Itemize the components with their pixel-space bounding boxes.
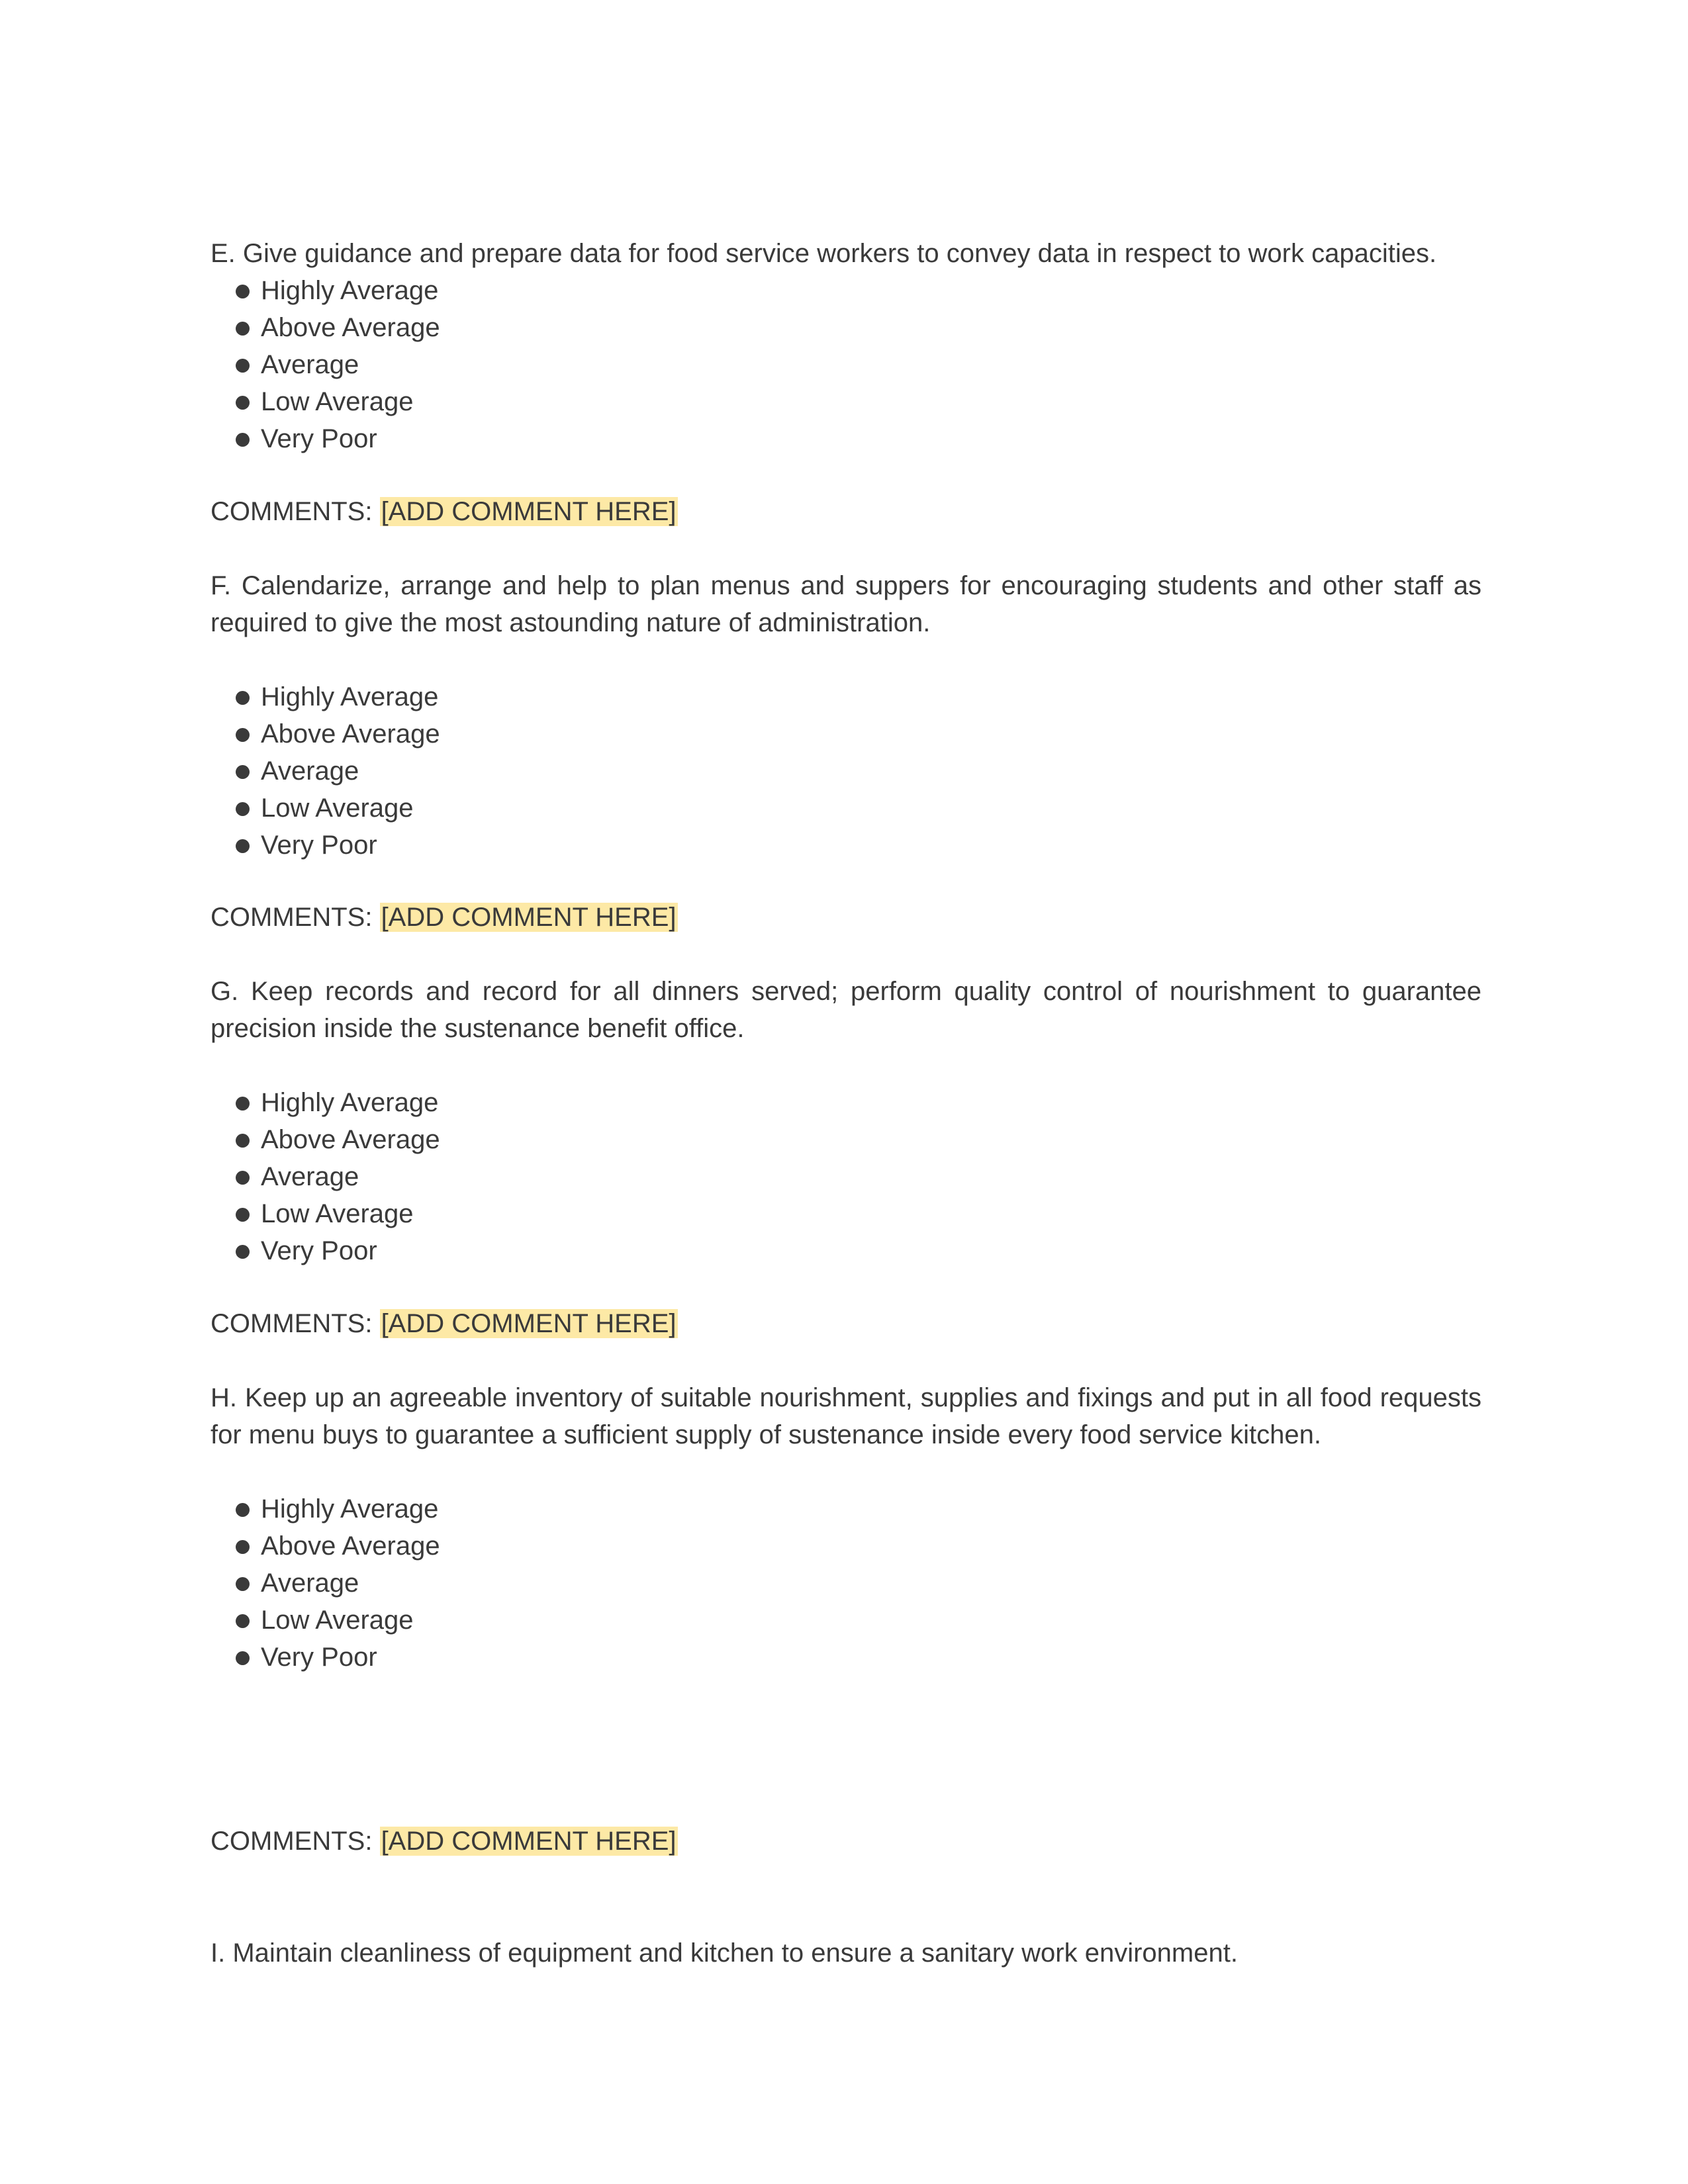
bullet-icon	[236, 1245, 250, 1259]
comment-placeholder[interactable]: [ADD COMMENT HERE]	[381, 1309, 677, 1338]
question-f	[211, 567, 1481, 641]
comment-line-e	[211, 493, 678, 530]
question-text: G. Keep records and record for all dinners served; perform quality control of nourishment to guarantee precision inside the sustenance benefit office.	[211, 977, 1481, 1043]
rating-option: Low Average	[236, 790, 440, 827]
rating-option: Above Average	[236, 309, 440, 346]
rating-option: Very Poor	[236, 827, 440, 864]
rating-option: Average	[236, 1158, 440, 1195]
question-g	[211, 973, 1481, 1047]
bullet-icon	[236, 433, 250, 447]
rating-option: Highly Average	[236, 1490, 440, 1527]
rating-option: Average	[236, 346, 440, 383]
rating-options-e	[236, 272, 440, 457]
comment-placeholder[interactable]: [ADD COMMENT HERE]	[381, 1827, 677, 1856]
comment-line-h	[211, 1823, 678, 1860]
question-i	[211, 1934, 1481, 1972]
rating-option: Low Average	[236, 1195, 440, 1232]
bullet-icon	[236, 285, 250, 298]
rating-option: Average	[236, 1565, 440, 1602]
bullet-icon	[236, 1097, 250, 1111]
bullet-icon	[236, 765, 250, 779]
rating-option: Above Average	[236, 715, 440, 752]
question-e	[211, 235, 1481, 272]
bullet-icon	[236, 1134, 250, 1148]
comment-line-f	[211, 899, 678, 936]
bullet-icon	[236, 691, 250, 705]
rating-option: Low Average	[236, 1602, 440, 1639]
rating-option: Low Average	[236, 383, 440, 420]
rating-option: Very Poor	[236, 1639, 440, 1676]
rating-option: Above Average	[236, 1527, 440, 1565]
comment-label: COMMENTS:	[211, 903, 373, 932]
bullet-icon	[236, 728, 250, 742]
rating-option: Highly Average	[236, 1084, 440, 1121]
rating-options-g	[236, 1084, 440, 1269]
rating-options-h	[236, 1490, 440, 1676]
comment-line-g	[211, 1305, 678, 1342]
bullet-icon	[236, 359, 250, 373]
rating-option: Highly Average	[236, 678, 440, 715]
question-h	[211, 1379, 1481, 1453]
bullet-icon	[236, 839, 250, 853]
rating-option: Average	[236, 752, 440, 790]
comment-label: COMMENTS:	[211, 1309, 373, 1338]
question-text: H. Keep up an agreeable inventory of suitable nourishment, supplies and fixings and put in all food requests for menu buys to guarantee a sufficient supply of sustenance inside every food service kitchen.	[211, 1383, 1481, 1449]
bullet-icon	[236, 1540, 250, 1554]
rating-option: Above Average	[236, 1121, 440, 1158]
rating-option: Very Poor	[236, 1232, 440, 1269]
rating-options-f	[236, 678, 440, 864]
bullet-icon	[236, 1614, 250, 1628]
bullet-icon	[236, 322, 250, 336]
rating-option: Very Poor	[236, 420, 440, 457]
bullet-icon	[236, 1171, 250, 1185]
comment-placeholder[interactable]: [ADD COMMENT HERE]	[381, 497, 677, 526]
comment-label: COMMENTS:	[211, 1827, 373, 1856]
comment-label: COMMENTS:	[211, 497, 373, 526]
bullet-icon	[236, 1651, 250, 1665]
comment-placeholder[interactable]: [ADD COMMENT HERE]	[381, 903, 677, 932]
bullet-icon	[236, 1577, 250, 1591]
question-text: E. Give guidance and prepare data for food service workers to convey data in respect to work capacities.	[211, 239, 1437, 268]
bullet-icon	[236, 1208, 250, 1222]
question-text: I. Maintain cleanliness of equipment and kitchen to ensure a sanitary work environment.	[211, 1938, 1238, 1968]
rating-option: Highly Average	[236, 272, 440, 309]
bullet-icon	[236, 1503, 250, 1517]
bullet-icon	[236, 802, 250, 816]
question-text: F. Calendarize, arrange and help to plan menus and suppers for encouraging students and other staff as required to give the most astounding nature of administration.	[211, 571, 1481, 637]
bullet-icon	[236, 396, 250, 410]
